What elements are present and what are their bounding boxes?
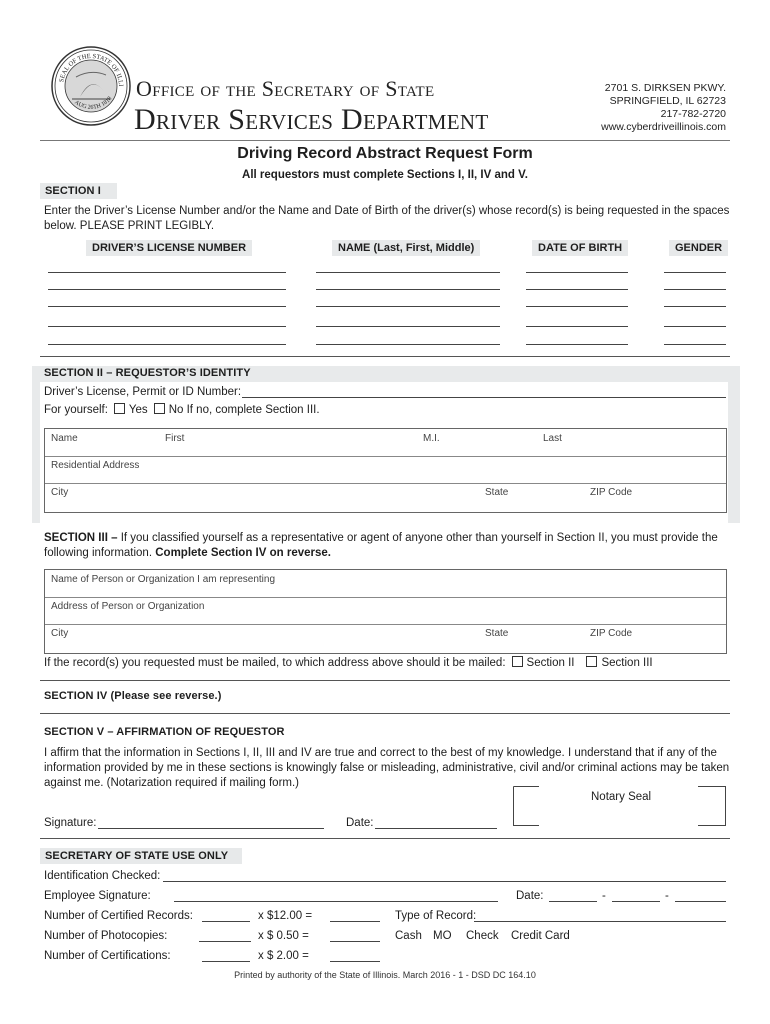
col-header-license: DRIVER’S LICENSE NUMBER bbox=[86, 240, 252, 256]
signature-field[interactable] bbox=[98, 828, 324, 829]
zip-field[interactable]: ZIP Code bbox=[590, 487, 633, 498]
col-header-dob: DATE OF BIRTH bbox=[532, 240, 628, 256]
box-divider-2 bbox=[45, 483, 726, 484]
photocopies-count[interactable] bbox=[199, 941, 251, 942]
office-date-day[interactable] bbox=[612, 901, 660, 902]
footer-text: Printed by authority of the State of Illinois. March 2016 - 1 - DSD DC 164.10 bbox=[234, 970, 536, 980]
name-field-label[interactable]: Name bbox=[51, 433, 78, 444]
section-3-body: If you classified yourself as a representative or agent of anyone other than yourself in Section II, you must provide the following information. bbox=[44, 532, 718, 559]
rep-city-field[interactable]: City bbox=[51, 628, 69, 639]
office-date-year[interactable] bbox=[675, 901, 726, 902]
payment-mo[interactable]: MO bbox=[433, 930, 452, 942]
notary-seal-label: Notary Seal bbox=[591, 791, 652, 803]
signature-date-field[interactable] bbox=[375, 828, 497, 829]
address-line-2: SPRINGFIELD, IL 62723 bbox=[609, 95, 726, 107]
office-title: Office of the Secretary of State bbox=[136, 76, 435, 101]
form-subtitle: All requestors must complete Sections I, II, IV and V. bbox=[242, 169, 528, 181]
gender-field-3[interactable] bbox=[664, 306, 726, 307]
name-field-5[interactable] bbox=[316, 344, 500, 345]
state-seal bbox=[50, 45, 132, 127]
rep-state-field[interactable]: State bbox=[485, 628, 509, 639]
col-header-name: NAME (Last, First, Middle) bbox=[332, 240, 480, 256]
license-field-2[interactable] bbox=[48, 289, 286, 290]
section-3-label: SECTION III – bbox=[44, 532, 118, 544]
employee-signature-label: Employee Signature: bbox=[44, 890, 151, 902]
section-1-label: SECTION I bbox=[40, 183, 117, 199]
affirmation-text: I affirm that the information in Sections I, II, III and IV are true and correct to the best of my knowledge. I understand that if any of the information provided by me in these sections is knowingly false or misleading, administrative, civil and/or criminal actions may be taken against me. (Notarization required if mailing form.) bbox=[44, 747, 730, 789]
payment-credit-card[interactable]: Credit Card bbox=[511, 930, 570, 942]
payment-cash[interactable]: Cash bbox=[395, 930, 422, 942]
department-title: Driver Services Department bbox=[134, 103, 489, 136]
gender-field-1[interactable] bbox=[664, 272, 726, 273]
dl-number-field[interactable] bbox=[242, 397, 726, 398]
type-of-record-label: Type of Record: bbox=[395, 910, 477, 922]
certifications-count[interactable] bbox=[202, 961, 250, 962]
certifications-price: x $ 2.00 = bbox=[258, 950, 309, 962]
mail-choice-row bbox=[44, 656, 653, 671]
employee-signature-field[interactable] bbox=[174, 901, 498, 902]
mail-section-2-label: Section II bbox=[526, 657, 575, 669]
section-1-instructions: Enter the Driver’s License Number and/or the Name and Date of Birth of the driver(s) whose record(s) is being requested in the spaces below. PLEASE PRINT LEGIBLY. bbox=[44, 205, 730, 232]
mi-field-label[interactable]: M.I. bbox=[423, 433, 440, 444]
residential-address-field[interactable]: Residential Address bbox=[51, 460, 140, 471]
state-field[interactable]: State bbox=[485, 487, 509, 498]
certified-price: x $12.00 = bbox=[258, 910, 313, 922]
signature-date-label: Date: bbox=[346, 817, 374, 829]
requestor-info-box bbox=[44, 428, 727, 513]
section-3-divider bbox=[40, 680, 730, 681]
license-field-1[interactable] bbox=[48, 272, 286, 273]
notary-seal-box bbox=[513, 786, 726, 826]
name-field-1[interactable] bbox=[316, 272, 500, 273]
certified-records-label: Number of Certified Records: bbox=[44, 910, 193, 922]
section-1-divider bbox=[40, 356, 730, 357]
gender-field-4[interactable] bbox=[664, 326, 726, 327]
col-header-gender: GENDER bbox=[669, 240, 728, 256]
dob-field-4[interactable] bbox=[526, 326, 628, 327]
seal-date: AUG 26TH 1818 bbox=[73, 95, 114, 111]
phone-number: 217-782-2720 bbox=[660, 108, 726, 120]
section-3-bold-tail: Complete Section IV on reverse. bbox=[155, 547, 331, 559]
no-label: No If no, complete Section III. bbox=[168, 404, 320, 416]
section-4-label: SECTION IV (Please see reverse.) bbox=[44, 690, 222, 702]
office-date-month[interactable] bbox=[549, 901, 597, 902]
for-yourself-row bbox=[44, 403, 320, 418]
mail-section-3-checkbox[interactable] bbox=[586, 656, 597, 667]
section-5-divider bbox=[40, 838, 730, 839]
photocopies-total[interactable] bbox=[330, 941, 380, 942]
section-2-label: SECTION II – REQUESTOR’S IDENTITY bbox=[44, 367, 251, 379]
no-checkbox[interactable] bbox=[154, 403, 165, 414]
date-dash-2: - bbox=[665, 890, 669, 902]
section-5-label: SECTION V – AFFIRMATION OF REQUESTOR bbox=[44, 726, 285, 738]
photocopies-label: Number of Photocopies: bbox=[44, 930, 168, 942]
gender-field-2[interactable] bbox=[664, 289, 726, 290]
rep-box-divider-2 bbox=[45, 624, 726, 625]
seal-text: SEAL OF THE STATE OF ILLI bbox=[58, 52, 125, 87]
mail-question: If the record(s) you requested must be mailed, to which address above should it be mailed: bbox=[44, 657, 506, 669]
yes-checkbox[interactable] bbox=[114, 403, 125, 414]
first-field-label[interactable]: First bbox=[165, 433, 185, 444]
name-field-2[interactable] bbox=[316, 289, 500, 290]
yes-label: Yes bbox=[128, 404, 148, 416]
date-dash-1: - bbox=[602, 890, 606, 902]
office-date-label: Date: bbox=[516, 890, 544, 902]
dob-field-5[interactable] bbox=[526, 344, 628, 345]
type-of-record-field[interactable] bbox=[474, 921, 726, 922]
city-field[interactable]: City bbox=[51, 487, 69, 498]
name-field-4[interactable] bbox=[316, 326, 500, 327]
signature-label: Signature: bbox=[44, 817, 97, 829]
header-divider bbox=[40, 140, 730, 141]
rep-zip-field[interactable]: ZIP Code bbox=[590, 628, 633, 639]
last-field-label[interactable]: Last bbox=[543, 433, 562, 444]
dob-field-2[interactable] bbox=[526, 289, 628, 290]
dob-field-3[interactable] bbox=[526, 306, 628, 307]
certifications-total[interactable] bbox=[330, 961, 380, 962]
id-checked-label: Identification Checked: bbox=[44, 870, 161, 882]
represented-name-field[interactable]: Name of Person or Organization I am representing bbox=[51, 574, 275, 585]
payment-check[interactable]: Check bbox=[466, 930, 499, 942]
rep-box-divider-1 bbox=[45, 597, 726, 598]
represented-address-field[interactable]: Address of Person or Organization bbox=[51, 601, 205, 612]
mail-section-3-label: Section III bbox=[601, 657, 653, 669]
certified-records-count[interactable] bbox=[202, 921, 250, 922]
website-link[interactable]: www.cyberdriveillinois.com bbox=[601, 121, 726, 133]
box-divider-1 bbox=[45, 456, 726, 457]
dob-field-1[interactable] bbox=[526, 272, 628, 273]
dl-number-label: Driver’s License, Permit or ID Number: bbox=[44, 386, 242, 398]
address-line-1: 2701 S. DIRKSEN PKWY. bbox=[604, 82, 726, 94]
id-checked-field[interactable] bbox=[163, 881, 726, 882]
license-field-5[interactable] bbox=[48, 344, 286, 345]
agency-address bbox=[601, 82, 726, 134]
license-field-3[interactable] bbox=[48, 306, 286, 307]
certifications-label: Number of Certifications: bbox=[44, 950, 171, 962]
photocopies-price: x $ 0.50 = bbox=[258, 930, 309, 942]
section-3-text bbox=[44, 531, 730, 561]
form-title: Driving Record Abstract Request Form bbox=[237, 145, 533, 162]
mail-section-2-checkbox[interactable] bbox=[512, 656, 523, 667]
gender-field-5[interactable] bbox=[664, 344, 726, 345]
name-field-3[interactable] bbox=[316, 306, 500, 307]
license-field-4[interactable] bbox=[48, 326, 286, 327]
office-use-label: SECRETARY OF STATE USE ONLY bbox=[40, 848, 242, 864]
section-4-divider bbox=[40, 713, 730, 714]
certified-total[interactable] bbox=[330, 921, 380, 922]
for-yourself-label: For yourself: bbox=[44, 404, 108, 416]
representative-info-box bbox=[44, 569, 727, 654]
